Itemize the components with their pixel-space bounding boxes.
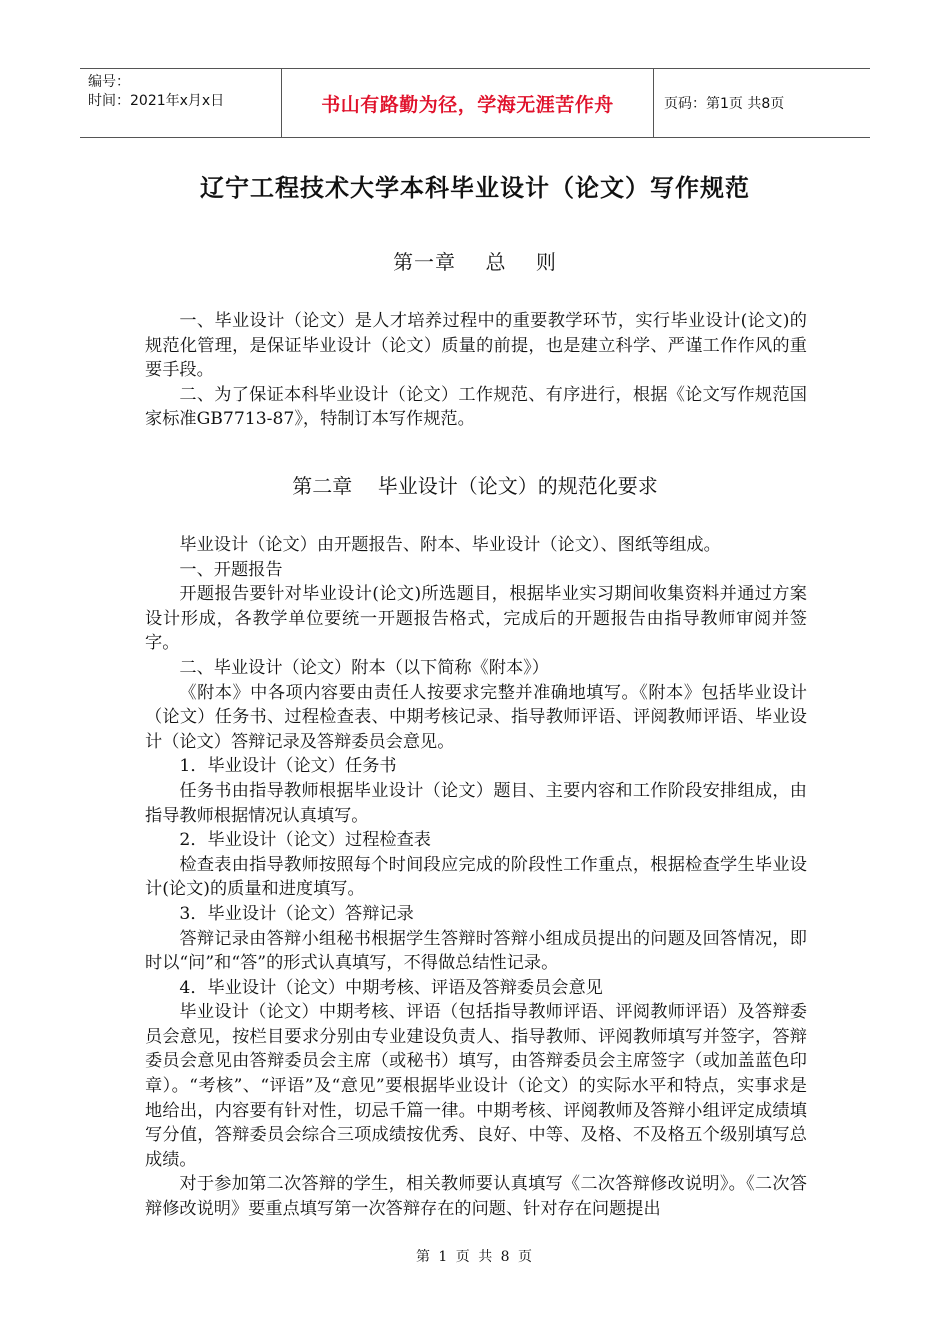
chapter-2-body [145, 533, 807, 1222]
paragraph: 任务书由指导教师根据毕业设计（论文）题目、主要内容和工作阶段安排组成，由指导教师根据情况认真填写。 [145, 780, 807, 826]
paragraph: 一、开题报告 [179, 559, 283, 580]
number-label: 编号： [88, 74, 130, 90]
paragraph: 3．毕业设计（论文）答辩记录 [179, 903, 414, 924]
paragraph: 毕业设计（论文）由开题报告、附本、毕业设计（论文）、图纸等组成。 [179, 535, 721, 555]
chapter-2-heading: 第二章 毕业设计（论文）的规范化要求 [292, 474, 658, 498]
paragraph: 二、毕业设计（论文）附本（以下简称《附本》） [179, 657, 549, 678]
paragraph: 检查表由指导教师按照每个时间段应完成的阶段性工作重点，根据检查学生毕业设计(论文)的质量和进度填写。 [145, 854, 807, 900]
header-page-cell [654, 69, 870, 137]
paragraph: 开题报告要针对毕业设计(论文)所选题目，根据毕业实习期间收集资料并通过方案设计形成，各教学单位要统一开题报告格式，完成后的开题报告由指导教师审阅并签字。 [145, 584, 807, 654]
paragraph: 一、毕业设计（论文）是人才培养过程中的重要教学环节，实行毕业设计(论文)的规范化管理，是保证毕业设计（论文）质量的前提，也是建立科学、严谨工作作风的重要手段。 [145, 311, 807, 381]
page-footer: 第 1 页 共 8 页 [415, 1249, 535, 1265]
chapter-1-heading: 第一章 总 则 [393, 250, 557, 274]
paragraph: 答辩记录由答辩小组秘书根据学生答辩时答辩小组成员提出的问题及回答情况，即时以“问”和“答”的形式认真填写，不得做总结性记录。 [145, 928, 807, 974]
paragraph: 二、为了保证本科毕业设计（论文）工作规范、有序进行，根据《论文写作规范国家标准GB7713-87》，特制订本写作规范。 [145, 384, 807, 430]
paragraph: 《附本》中各项内容要由责任人按要求完整并准确地填写。《附本》包括毕业设计（论文）任务书、过程检查表、中期考核记录、指导教师评语、评阅教师评语、毕业设计（论文）答辩记录及答辩委员会意见。 [145, 682, 807, 752]
motto: 书山有路勤为径，学海无涯苦作舟 [321, 93, 614, 116]
document-title: 辽宁工程技术大学本科毕业设计（论文）写作规范 [200, 174, 750, 202]
time-label: 时间：2021年x月x日 [88, 93, 225, 109]
paragraph: 4．毕业设计（论文）中期考核、评语及答辩委员会意见 [179, 977, 603, 998]
document-header [80, 68, 870, 138]
paragraph: 对于参加第二次答辩的学生，相关教师要认真填写《二次答辩修改说明》。《二次答辩修改说明》要重点填写第一次答辩存在的问题、针对存在问题提出 [145, 1174, 807, 1220]
paragraph: 2．毕业设计（论文）过程检查表 [179, 830, 431, 851]
header-motto-cell [282, 69, 654, 137]
chapter-1-body [145, 309, 807, 432]
header-meta [80, 69, 282, 137]
paragraph: 毕业设计（论文）中期考核、评语（包括指导教师评语、评阅教师评语）及答辩委员会意见，按栏目要求分别由专业建设负责人、指导教师、评阅教师填写并签字，答辩委员会意见由答辩委员会主席（或秘书）填写，由答辩委员会主席签字（或加盖蓝色印章）。“考核”、“评语”及“意见”要根据毕业设计（论文）的实际水平和特点，实事求是地给出，内容要有针对性，切忌千篇一律。中期考核、评阅教师及答辩小组评定成绩填写分值，答辩委员会综合三项成绩按优秀、良好、中等、及格、不及格五个级别填写总成绩。 [145, 1002, 807, 1170]
paragraph: 1．毕业设计（论文）任务书 [179, 756, 397, 777]
page-label: 页码：第1页 共8页 [664, 96, 785, 112]
